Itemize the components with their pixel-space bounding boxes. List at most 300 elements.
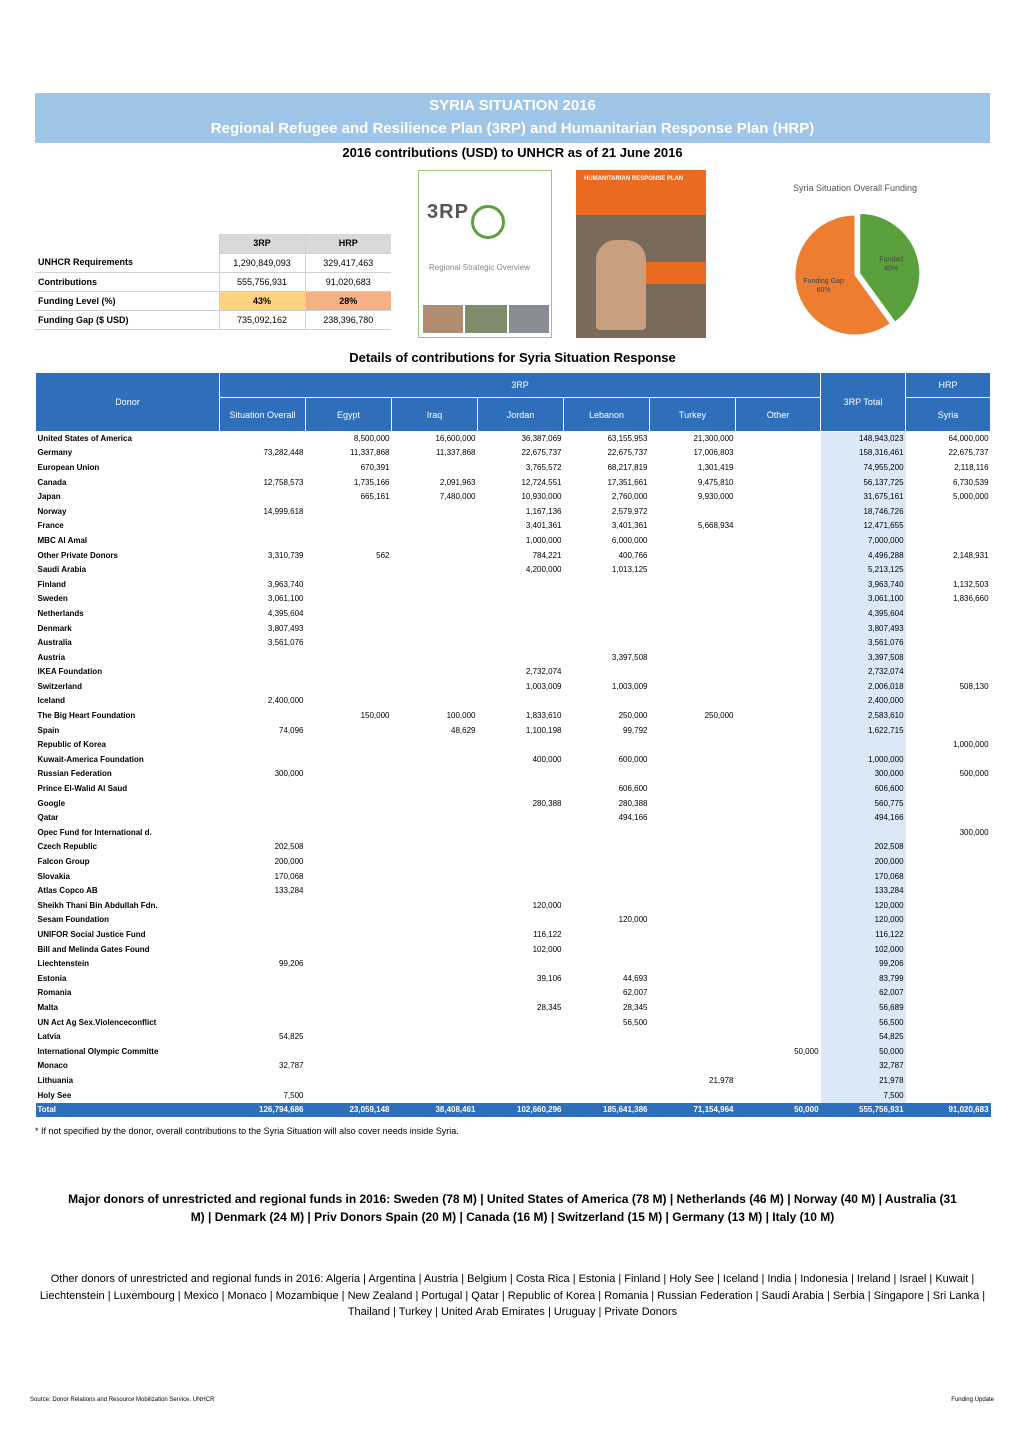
cover-photo: [509, 305, 549, 333]
cell-egypt: [306, 899, 392, 914]
cell-situation: [220, 490, 306, 505]
cell-total: 56,500: [821, 1015, 906, 1030]
cell-egypt: 562: [376, 550, 390, 560]
cell-jordan: [478, 1030, 564, 1045]
cell-other: [736, 723, 821, 738]
cell-iraq: [392, 767, 478, 782]
cell-turkey: [650, 563, 736, 578]
3rp-cover-image: [418, 170, 552, 338]
cell-total: 116,122: [821, 928, 906, 943]
table-row: [36, 636, 991, 651]
cell-turkey: 71,154,964: [650, 1103, 736, 1118]
cell-lebanon: 185,641,386: [564, 1103, 650, 1118]
cell-total: 2,400,000: [821, 694, 906, 709]
cell-lebanon: [564, 621, 650, 636]
table-row: [36, 446, 991, 461]
cell-egypt: [306, 840, 392, 855]
cell-total: 62,007: [821, 986, 906, 1001]
cell-syria: [906, 636, 991, 651]
summary-value-3rp: 735,092,162: [219, 310, 305, 329]
summary-value-3rp: 43%: [219, 291, 305, 310]
table-row: [36, 592, 991, 607]
cell-egypt: [306, 986, 392, 1001]
donor-name: International Olympic Committe: [37, 1046, 159, 1056]
donor-name: Monaco: [37, 1061, 68, 1071]
cell-total: 2,006,018: [821, 680, 906, 695]
pie-label: Funded: [879, 256, 904, 264]
cell-total: 3,061,100: [821, 592, 906, 607]
cell-situation: [220, 1074, 306, 1089]
donor-name: Canada: [37, 477, 67, 487]
cell-iraq: [392, 592, 478, 607]
donor-name: Russian Federation: [37, 769, 112, 779]
cell-egypt: [306, 1074, 392, 1089]
summary-label: Contributions: [35, 272, 219, 291]
cell-jordan: [478, 577, 564, 592]
cell-lebanon: 17,351,661: [607, 477, 648, 487]
cell-iraq: [392, 869, 478, 884]
cell-turkey: [650, 694, 736, 709]
cell-turkey: [650, 1088, 736, 1103]
cell-turkey: 21,978: [709, 1075, 734, 1085]
summary-row: [35, 272, 391, 291]
cell-total: 1,622,715: [821, 723, 906, 738]
summary-label: Funding Gap ($ USD): [35, 310, 219, 329]
cell-lebanon: [564, 869, 650, 884]
table-row: [36, 899, 991, 914]
cell-lebanon: 44,693: [623, 973, 648, 983]
cell-syria: [906, 607, 991, 622]
cell-other: [736, 475, 821, 490]
title-banner: [35, 93, 990, 143]
cell-lebanon: [564, 957, 650, 972]
donor-name: Opec Fund for International d.: [37, 827, 152, 837]
cell-iraq: [392, 1088, 478, 1103]
cell-lebanon: [564, 1030, 650, 1045]
cell-total: 50,000: [821, 1044, 906, 1059]
cell-egypt: [306, 855, 392, 870]
cell-total: 494,166: [821, 811, 906, 826]
donor-name: Finland: [37, 579, 66, 589]
cell-jordan: 4,200,000: [525, 565, 562, 575]
cell-total: 5,213,125: [821, 563, 906, 578]
cell-total: [821, 738, 906, 753]
cell-syria: [906, 563, 991, 578]
cell-syria: [906, 782, 991, 797]
cell-lebanon: 62,007: [623, 988, 648, 998]
cell-turkey: [650, 796, 736, 811]
cell-egypt: [306, 694, 392, 709]
cell-jordan: [478, 636, 564, 651]
cell-jordan: 22,675,737: [521, 448, 562, 458]
cell-iraq: [392, 665, 478, 680]
cell-situation: 3,807,493: [267, 623, 304, 633]
donor-name: United States of America: [37, 434, 132, 444]
cell-total: 56,137,725: [821, 475, 906, 490]
cell-turkey: [650, 1001, 736, 1016]
summary-table: [35, 234, 391, 330]
cell-egypt: [306, 884, 392, 899]
cell-jordan: 12,724,551: [521, 477, 562, 487]
cell-iraq: [392, 942, 478, 957]
cell-other: [736, 796, 821, 811]
cell-lebanon: 1,003,009: [611, 681, 648, 691]
cell-egypt: [306, 957, 392, 972]
cell-egypt: [306, 796, 392, 811]
cell-lebanon: 56,500: [623, 1017, 648, 1027]
cell-lebanon: 280,388: [618, 798, 648, 808]
cell-iraq: [392, 971, 478, 986]
table-row: [36, 432, 991, 447]
cell-iraq: [392, 650, 478, 665]
cell-iraq: [392, 1044, 478, 1059]
cell-syria: [906, 971, 991, 986]
table-row: [36, 1030, 991, 1045]
cell-jordan: [478, 694, 564, 709]
summary-value-hrp: 91,020,683: [305, 272, 391, 291]
funding-update-label: Funding Update: [951, 1397, 994, 1403]
cell-egypt: [306, 869, 392, 884]
cell-egypt: [306, 1059, 392, 1074]
cell-total: 300,000: [821, 767, 906, 782]
cell-syria: [906, 753, 991, 768]
cell-lebanon: 63,155,953: [607, 434, 648, 444]
cell-lebanon: 2,760,000: [611, 492, 648, 502]
cell-total: 56,689: [821, 1001, 906, 1016]
cell-jordan: [478, 738, 564, 753]
donor-name: Total: [36, 1103, 220, 1118]
cell-iraq: [392, 563, 478, 578]
summary-value-hrp: 28%: [305, 291, 391, 310]
donor-name: Kuwait-America Foundation: [37, 754, 144, 764]
cell-total: 555,756,931: [821, 1103, 906, 1118]
cell-syria: [906, 869, 991, 884]
cell-other: [736, 650, 821, 665]
cell-other: [736, 1030, 821, 1045]
cell-situation: [220, 1044, 306, 1059]
donor-name: Sweden: [37, 594, 68, 604]
cell-egypt: 11,337,868: [350, 448, 390, 458]
cell-situation: [220, 753, 306, 768]
cell-syria: [906, 928, 991, 943]
cell-turkey: [650, 884, 736, 899]
cell-other: [736, 519, 821, 534]
cell-syria: [906, 957, 991, 972]
table-total-row: [36, 1103, 991, 1118]
table-row: [36, 665, 991, 680]
col-egypt: Egypt: [306, 398, 392, 432]
cell-situation: 3,963,740: [267, 579, 304, 589]
donor-name: Malta: [37, 1002, 58, 1012]
table-row: [36, 928, 991, 943]
cell-lebanon: [564, 1044, 650, 1059]
cell-iraq: [392, 753, 478, 768]
cell-lebanon: 600,000: [618, 754, 648, 764]
cell-syria: [906, 621, 991, 636]
col-syria: Syria: [906, 398, 991, 432]
cell-syria: 64,000,000: [948, 434, 989, 444]
cell-situation: [220, 680, 306, 695]
cell-total: 74,955,200: [821, 461, 906, 476]
funding-pie-chart: [780, 200, 940, 350]
table-row: [36, 1074, 991, 1089]
cell-egypt: 8,500,000: [353, 434, 390, 444]
cell-syria: 2,148,931: [952, 550, 989, 560]
col-donor: Donor: [36, 373, 220, 432]
table-row: [36, 504, 991, 519]
cell-syria: 6,730,539: [952, 477, 989, 487]
cell-turkey: [650, 548, 736, 563]
cell-jordan: 2,732,074: [525, 667, 562, 677]
cell-other: [736, 1074, 821, 1089]
cell-turkey: [650, 1059, 736, 1074]
cell-turkey: [650, 971, 736, 986]
cell-situation: [220, 650, 306, 665]
cell-other: [736, 607, 821, 622]
cell-other: [736, 811, 821, 826]
cell-total: 148,943,023: [821, 432, 906, 447]
donor-name: Google: [37, 798, 66, 808]
table-row: [36, 986, 991, 1001]
cell-jordan: 1,167,136: [525, 506, 562, 516]
cell-total: 18,746,726: [821, 504, 906, 519]
cell-situation: [220, 709, 306, 724]
cell-egypt: 23,059,148: [306, 1103, 392, 1118]
cell-other: [736, 680, 821, 695]
cell-lebanon: 606,600: [618, 784, 648, 794]
cell-turkey: [650, 504, 736, 519]
cell-jordan: 784,221: [532, 550, 562, 560]
donor-name: Atlas Copco AB: [37, 886, 98, 896]
cell-situation: 32,787: [279, 1061, 304, 1071]
cell-turkey: 17,006,803: [693, 448, 734, 458]
cell-egypt: [306, 1030, 392, 1045]
cell-turkey: 1,301,419: [697, 462, 734, 472]
cell-jordan: [478, 826, 564, 841]
cell-situation: 300,000: [274, 769, 304, 779]
cell-syria: 1,836,660: [952, 594, 989, 604]
cell-situation: 4,395,604: [267, 608, 304, 618]
table-row: [36, 563, 991, 578]
cell-total: 3,807,493: [821, 621, 906, 636]
cell-other: [736, 928, 821, 943]
table-row: [36, 650, 991, 665]
cell-egypt: [306, 577, 392, 592]
cell-situation: 2,400,000: [267, 696, 304, 706]
cell-situation: 7,500: [283, 1090, 304, 1100]
cell-syria: [906, 840, 991, 855]
cell-situation: [220, 782, 306, 797]
summary-value-hrp: 329,417,463: [305, 253, 391, 272]
cell-jordan: [478, 1074, 564, 1089]
cell-syria: [906, 1044, 991, 1059]
cell-iraq: 100,000: [446, 711, 476, 721]
cell-iraq: [392, 782, 478, 797]
cell-lebanon: [564, 1074, 650, 1089]
donor-name: Qatar: [37, 813, 59, 823]
cell-situation: [220, 534, 306, 549]
table-row: [36, 971, 991, 986]
cell-iraq: [392, 621, 478, 636]
cell-total: 54,825: [821, 1030, 906, 1045]
donor-name: France: [37, 521, 64, 531]
cell-other: [736, 782, 821, 797]
cell-turkey: [650, 592, 736, 607]
cell-other: [736, 738, 821, 753]
hrp-cover-text: HUMANITARIAN RESPONSE PLAN: [584, 176, 684, 182]
table-row: [36, 548, 991, 563]
cell-egypt: [306, 811, 392, 826]
cell-turkey: [650, 738, 736, 753]
cell-syria: [906, 884, 991, 899]
cell-jordan: 3,401,361: [525, 521, 562, 531]
summary-label: Funding Level (%): [35, 291, 219, 310]
cell-iraq: [392, 636, 478, 651]
cell-total: 83,799: [821, 971, 906, 986]
cell-turkey: [650, 665, 736, 680]
col-other: Other: [736, 398, 821, 432]
details-title: Details of contributions for Syria Situation Response: [349, 350, 676, 365]
cell-total: 4,496,288: [821, 548, 906, 563]
cell-lebanon: 6,000,000: [611, 535, 648, 545]
table-row: [36, 1015, 991, 1030]
cell-total: 606,600: [821, 782, 906, 797]
cell-lebanon: [564, 840, 650, 855]
table-row: [36, 519, 991, 534]
pie-value-label: 40%: [884, 265, 899, 273]
cell-lebanon: 120,000: [618, 915, 648, 925]
cell-syria: [906, 534, 991, 549]
cell-lebanon: [564, 826, 650, 841]
table-row: [36, 738, 991, 753]
cell-lebanon: 2,579,972: [611, 506, 648, 516]
cell-situation: 126,794,686: [220, 1103, 306, 1118]
cell-situation: [220, 563, 306, 578]
cell-other: [736, 621, 821, 636]
cell-other: [736, 577, 821, 592]
col-turkey: Turkey: [650, 398, 736, 432]
cell-turkey: [650, 928, 736, 943]
group-3rp: 3RP: [220, 373, 821, 398]
cover-photo: [423, 305, 463, 333]
cell-egypt: [306, 782, 392, 797]
cell-iraq: [392, 461, 478, 476]
donor-name: Bill and Melinda Gates Found: [37, 944, 150, 954]
cell-lebanon: 250,000: [618, 711, 648, 721]
cell-other: 50,000: [736, 1103, 821, 1118]
cell-egypt: [306, 563, 392, 578]
donor-name: Switzerland: [37, 681, 82, 691]
donor-name: Republic of Korea: [37, 740, 106, 750]
table-row: [36, 782, 991, 797]
cell-jordan: 120,000: [532, 900, 562, 910]
cell-jordan: 1,003,009: [525, 681, 562, 691]
cell-turkey: [650, 607, 736, 622]
cell-lebanon: 494,166: [618, 813, 648, 823]
cell-jordan: [478, 767, 564, 782]
donor-name: Lithuania: [37, 1075, 74, 1085]
pie-label: Funding Gap: [803, 278, 844, 286]
cell-total: 32,787: [821, 1059, 906, 1074]
cell-jordan: [478, 782, 564, 797]
cell-egypt: [306, 650, 392, 665]
cell-egypt: [306, 607, 392, 622]
cell-iraq: [392, 840, 478, 855]
table-row: [36, 942, 991, 957]
cell-jordan: 36,387,069: [521, 434, 562, 444]
cell-situation: 3,061,100: [267, 594, 304, 604]
cell-total: 2,732,074: [821, 665, 906, 680]
page-title: SYRIA SITUATION 2016: [429, 97, 596, 114]
cell-other: [736, 899, 821, 914]
table-row: [36, 811, 991, 826]
cell-egypt: [306, 1044, 392, 1059]
cell-egypt: [306, 738, 392, 753]
cell-egypt: [306, 913, 392, 928]
cell-iraq: [392, 913, 478, 928]
cell-lebanon: 68,217,819: [607, 462, 648, 472]
cell-other: [736, 942, 821, 957]
source-note: Source: Donor Relations and Resource Mobilization Service, UNHCR: [30, 1397, 215, 1403]
cell-total: 170,068: [821, 869, 906, 884]
cell-egypt: [306, 665, 392, 680]
table-row: [36, 607, 991, 622]
cell-syria: [906, 811, 991, 826]
cell-other: [736, 1015, 821, 1030]
summary-value-hrp: 238,396,780: [305, 310, 391, 329]
cell-iraq: [392, 738, 478, 753]
summary-value-3rp: 1,290,849,093: [219, 253, 305, 272]
cell-syria: [906, 504, 991, 519]
hrp-cover-image: [576, 170, 706, 338]
cell-turkey: [650, 753, 736, 768]
cell-other: [736, 826, 821, 841]
cell-situation: 202,508: [274, 842, 304, 852]
cell-egypt: [306, 621, 392, 636]
cell-turkey: 5,668,934: [697, 521, 734, 531]
summary-row: [35, 310, 391, 329]
donor-name: Sheikh Thani Bin Abdullah Fdn.: [37, 900, 158, 910]
cell-jordan: [478, 607, 564, 622]
cell-lebanon: 22,675,737: [607, 448, 648, 458]
col-jordan: Jordan: [478, 398, 564, 432]
page-subtitle: Regional Refugee and Resilience Plan (3RP) and Humanitarian Response Plan (HRP): [210, 120, 815, 137]
cell-jordan: [478, 869, 564, 884]
table-row: [36, 1088, 991, 1103]
table-row: [36, 621, 991, 636]
cell-turkey: [650, 811, 736, 826]
donor-name: Liechtenstein: [37, 959, 90, 969]
cell-other: [736, 753, 821, 768]
table-row: [36, 796, 991, 811]
cell-turkey: [650, 913, 736, 928]
donor-name: European Union: [37, 462, 100, 472]
cell-other: [736, 563, 821, 578]
donor-name: Latvia: [37, 1032, 61, 1042]
table-row: [36, 884, 991, 899]
cell-situation: 170,068: [274, 871, 304, 881]
cell-egypt: [306, 680, 392, 695]
cell-other: [736, 665, 821, 680]
cell-situation: [220, 796, 306, 811]
cell-jordan: [478, 811, 564, 826]
cell-egypt: [306, 534, 392, 549]
cell-iraq: [392, 534, 478, 549]
cell-iraq: [392, 607, 478, 622]
cell-total: [821, 826, 906, 841]
date-line: 2016 contributions (USD) to UNHCR as of 21 June 2016: [342, 145, 683, 160]
donor-name: Germany: [37, 448, 73, 458]
